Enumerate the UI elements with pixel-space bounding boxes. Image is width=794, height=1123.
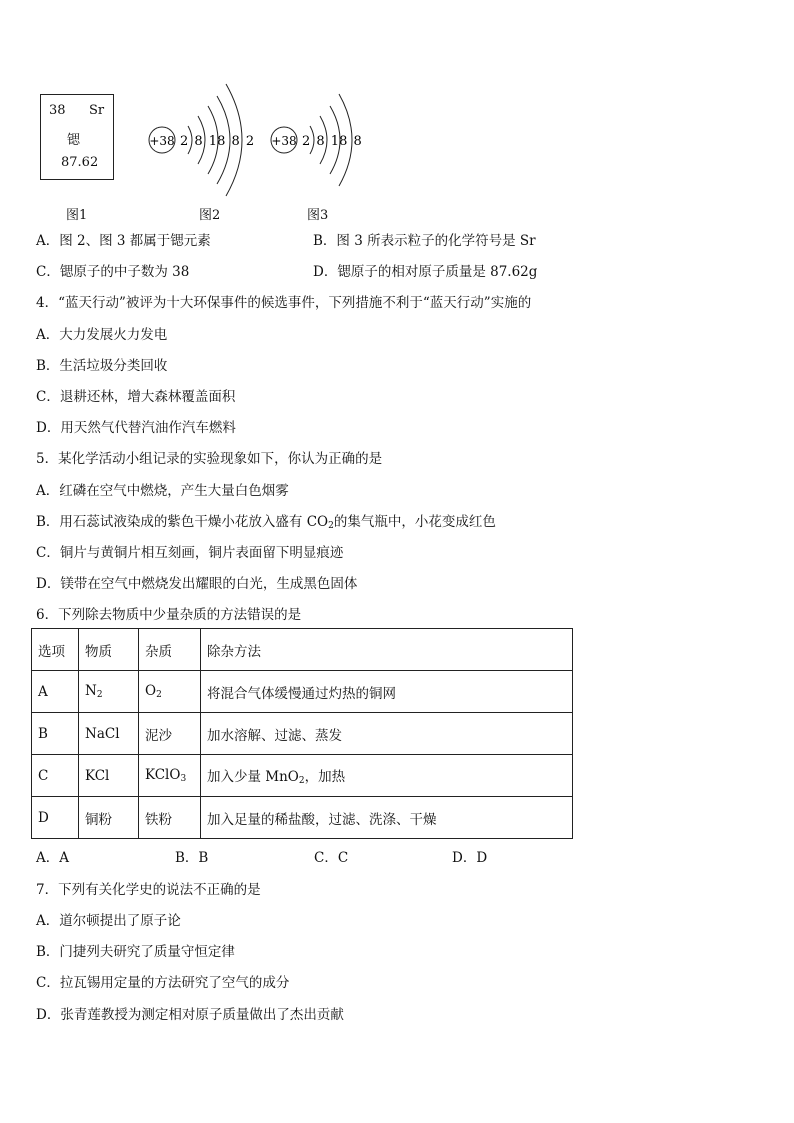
fig2-atom-diagram — [149, 84, 254, 196]
fig3-ion-diagram — [271, 94, 362, 186]
fig3-nucleus: +38 — [271, 134, 297, 148]
fig3-caption: 图3 — [307, 208, 329, 223]
q4-option-d: D．用天然气代替汽油作汽车燃料 — [36, 420, 236, 436]
row-method: 加入少量 MnO$_2$，加热 — [201, 755, 573, 797]
q4-option-c: C．退耕还林，增大森林覆盖面积 — [36, 389, 236, 405]
q6-answer-b: B．B — [175, 850, 209, 866]
q6-answer-a: A．A — [36, 850, 69, 866]
q5-option-a: A．红磷在空气中燃烧，产生大量白色烟雾 — [36, 483, 289, 499]
atomic-number: 38 — [49, 103, 66, 118]
impurity-removal-table — [31, 628, 573, 839]
element-symbol: Sr — [89, 103, 105, 118]
table-header: 物质 — [79, 629, 139, 671]
q4-stem: 4．“蓝天行动”被评为十大环保事件的候选事件，下列措施不利于“蓝天行动”实施的 — [36, 295, 532, 311]
q6-answer-c: C．C — [314, 850, 349, 866]
row-method: 加入足量的稀盐酸，过滤、洗涤、干燥 — [201, 797, 573, 839]
fig3-shell-counts: 2 8 18 8 — [302, 134, 362, 149]
fig1-caption: 图1 — [66, 208, 88, 223]
row-option: A — [32, 671, 79, 713]
q3-option-c: C．锶原子的中子数为 38 — [36, 264, 190, 280]
row-substance: 铜粉 — [79, 797, 139, 839]
q7-stem: 7．下列有关化学史的说法不正确的是 — [36, 882, 261, 898]
fig2-shell-counts: 2 8 18 8 2 — [180, 134, 255, 149]
q6-answer-d: D．D — [452, 850, 488, 866]
row-option: D — [32, 797, 79, 839]
q3-option-b: B．图 3 所表示粒子的化学符号是 Sr — [313, 233, 536, 249]
row-substance: $N_2$ — [79, 671, 139, 713]
q4-option-a: A．大力发展火力发电 — [36, 327, 168, 343]
table-header: 选项 — [32, 629, 79, 671]
table-row — [32, 755, 573, 797]
q7-option-a: A．道尔顿提出了原子论 — [36, 913, 181, 929]
row-substance: KCl — [79, 755, 139, 797]
q6-stem: 6．下列除去物质中少量杂质的方法错误的是 — [36, 607, 302, 623]
row-method: 将混合气体缓慢通过灼热的铜网 — [201, 671, 573, 713]
atom-structure-diagrams — [36, 78, 416, 208]
row-impurity: 铁粉 — [139, 797, 201, 839]
fig2-caption: 图2 — [199, 208, 221, 223]
table-header-row — [32, 629, 573, 671]
row-impurity: KClO$_3$ — [139, 755, 201, 797]
q5-stem: 5．某化学活动小组记录的实验现象如下，你认为正确的是 — [36, 451, 383, 467]
table-row — [32, 797, 573, 839]
q3-option-d: D．锶原子的相对原子质量是 87.62g — [313, 264, 538, 280]
row-option: C — [32, 755, 79, 797]
table-row — [32, 671, 573, 713]
figure-area — [36, 78, 416, 223]
q5-option-b-text: B．用石蕊试液染成的紫色干燥小花放入盛有 CO — [36, 514, 329, 530]
row-substance: NaCl — [79, 713, 139, 755]
fig2-nucleus: +38 — [149, 134, 175, 148]
table-row — [32, 713, 573, 755]
table-header: 杂质 — [139, 629, 201, 671]
row-option: B — [32, 713, 79, 755]
q4-option-b: B．生活垃圾分类回收 — [36, 358, 168, 374]
element-name: 锶 — [67, 133, 81, 148]
table-header: 除杂方法 — [201, 629, 573, 671]
row-impurity: $O_2$ — [139, 671, 201, 713]
q5-option-b-subscript: 2 — [328, 521, 334, 531]
q3-option-a: A．图 2、图 3 都属于锶元素 — [36, 233, 211, 249]
row-method: 加水溶解、过滤、蒸发 — [201, 713, 573, 755]
q5-option-b-text-end: 的集气瓶中，小花变成红色 — [333, 514, 496, 530]
q7-option-c: C．拉瓦锡用定量的方法研究了空气的成分 — [36, 975, 290, 991]
q5-option-c: C．铜片与黄铜片相互刻画，铜片表面留下明显痕迹 — [36, 545, 344, 561]
row-impurity: 泥沙 — [139, 713, 201, 755]
atomic-mass: 87.62 — [61, 155, 99, 170]
q7-option-b: B．门捷列夫研究了质量守恒定律 — [36, 944, 235, 960]
q7-option-d: D．张青莲教授为测定相对原子质量做出了杰出贡献 — [36, 1007, 344, 1023]
q5-option-d: D．镁带在空气中燃烧发出耀眼的白光，生成黑色固体 — [36, 576, 358, 592]
q5-option-b — [36, 510, 496, 531]
